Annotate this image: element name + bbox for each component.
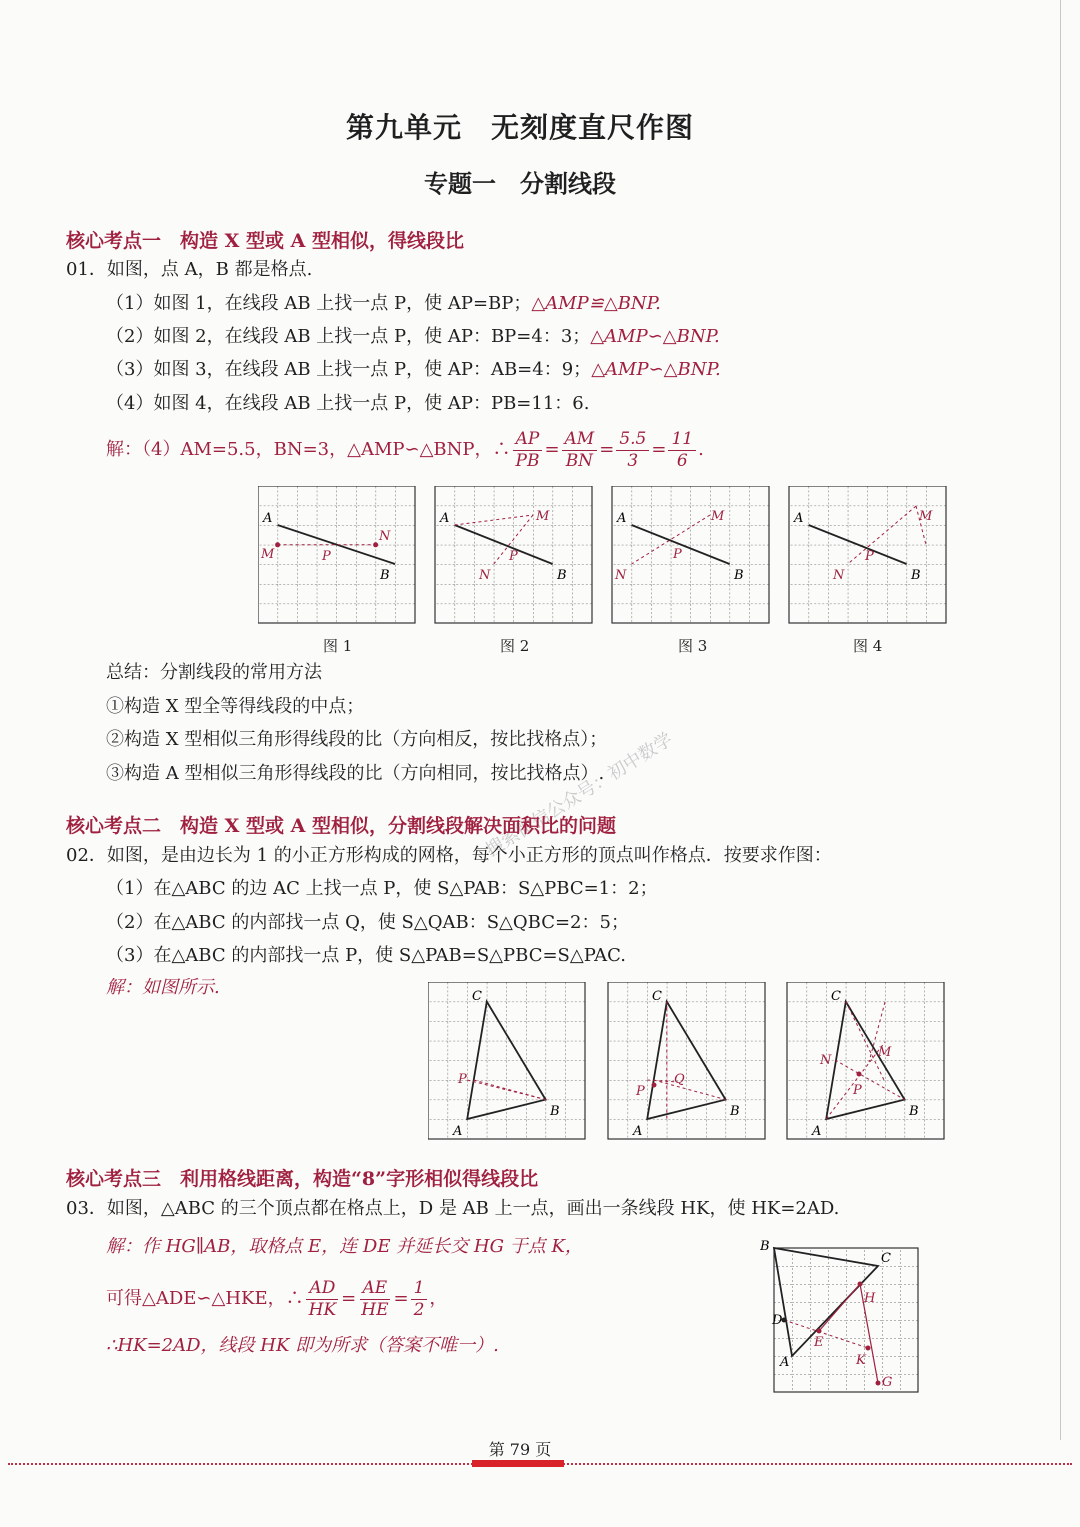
svg-text:C: C xyxy=(472,989,482,1004)
svg-text:A: A xyxy=(263,511,273,526)
svg-text:M: M xyxy=(878,1045,892,1060)
svg-text:A: A xyxy=(617,511,627,526)
svg-text:M: M xyxy=(261,547,275,562)
q3-figure xyxy=(760,1238,925,1398)
figure-1-caption: 图 1 xyxy=(323,637,353,655)
svg-text:P: P xyxy=(673,547,682,562)
svg-text:P: P xyxy=(458,1072,467,1087)
q1-part4: （4）如图 4，在线段 AB 上找一点 P，使 AP：PB=11：6. xyxy=(106,393,590,414)
summary-title: 总结：分割线段的常用方法 xyxy=(106,662,322,683)
svg-text:K: K xyxy=(856,1353,866,1368)
section-heading-1: 核心考点一 构造 X 型或 A 型相似，得线段比 xyxy=(66,230,464,252)
q2-figure-2 xyxy=(608,982,765,1139)
svg-text:P: P xyxy=(322,549,331,564)
footer-bar xyxy=(472,1460,564,1467)
svg-text:M: M xyxy=(536,509,550,524)
q2-figure-1 xyxy=(428,982,585,1139)
svg-text:M: M xyxy=(919,509,933,524)
svg-text:B: B xyxy=(380,568,390,583)
figure-3-caption: 图 3 xyxy=(678,637,708,655)
q2-part3: （3）在△ABC 的内部找一点 P，使 S△PAB=S△PBC=S△PAC. xyxy=(106,945,627,966)
svg-text:A: A xyxy=(453,1124,463,1139)
section-heading-2: 核心考点二 构造 X 型或 A 型相似，分割线段解决面积比的问题 xyxy=(66,815,616,837)
q3-solution-line3: ∴HK=2AD，线段 HK 即为所求（答案不唯一）. xyxy=(106,1335,499,1356)
page-number: 第 79 页 xyxy=(488,1440,552,1459)
q2-part2: （2）在△ABC 的内部找一点 Q，使 S△QAB：S△QBC=2：5； xyxy=(106,912,629,933)
svg-text:N: N xyxy=(615,568,627,583)
q2-figures xyxy=(428,982,948,1142)
svg-text:C: C xyxy=(881,1251,891,1266)
q1-intro: 01．如图，点 A，B 都是格点. xyxy=(66,259,313,280)
svg-text:N: N xyxy=(479,568,491,583)
q1-part2: （2）如图 2，在线段 AB 上找一点 P，使 AP：BP=4：3；△AMP∽△BNP. xyxy=(106,326,720,347)
q3-solution-line2: 可得△ADE∽△HKE，∴ $\frac{AD}{HK}$ = $\frac{AE}{HE}$ = $\frac{1}{2}$ ， xyxy=(106,1278,448,1320)
svg-text:P: P xyxy=(509,549,518,564)
svg-text:N: N xyxy=(820,1053,832,1068)
figure-3 xyxy=(612,486,769,623)
figure-1 xyxy=(258,486,415,623)
figure-4 xyxy=(789,486,946,623)
watermark: 搜索微信公众号：初中数学 xyxy=(482,728,677,862)
q3-solution-line1: 解：作 HG∥AB，取格点 E，连 DE 并延长交 HG 于点 K， xyxy=(106,1236,583,1257)
svg-text:G: G xyxy=(882,1375,893,1390)
q1-part3: （3）如图 3，在线段 AB 上找一点 P，使 AP：AB=4：9；△AMP∽△BNP. xyxy=(106,359,721,380)
margin-rule xyxy=(1060,0,1061,1440)
svg-text:B: B xyxy=(730,1104,740,1119)
svg-text:B: B xyxy=(550,1104,560,1119)
summary-method-2: ②构造 X 型相似三角形得线段的比（方向相反，按比找格点）； xyxy=(106,729,608,750)
svg-text:N: N xyxy=(379,529,391,544)
svg-text:B: B xyxy=(911,568,921,583)
svg-text:A: A xyxy=(633,1124,643,1139)
section-heading-3: 核心考点三 利用格线距离，构造“8”字形相似得线段比 xyxy=(66,1168,539,1190)
svg-text:A: A xyxy=(440,511,450,526)
svg-text:M: M xyxy=(711,509,725,524)
svg-text:C: C xyxy=(652,989,662,1004)
svg-text:N: N xyxy=(833,568,845,583)
figure-2 xyxy=(435,486,592,623)
page-subtitle: 专题一 分割线段 xyxy=(424,169,616,198)
q2-part1: （1）在△ABC 的边 AC 上找一点 P，使 S△PAB：S△PBC=1：2； xyxy=(106,878,658,899)
svg-text:Q: Q xyxy=(674,1072,685,1087)
svg-text:B: B xyxy=(734,568,744,583)
svg-text:P: P xyxy=(865,549,874,564)
svg-text:B: B xyxy=(557,568,567,583)
svg-text:A: A xyxy=(780,1355,790,1370)
summary-method-3: ③构造 A 型相似三角形得线段的比（方向相同，按比找格点）. xyxy=(106,763,605,784)
svg-text:H: H xyxy=(864,1291,876,1306)
svg-text:C: C xyxy=(831,989,841,1004)
q3-intro: 03．如图，△ABC 的三个顶点都在格点上，D 是 AB 上一点，画出一条线段 HK，使 HK=2AD. xyxy=(66,1198,840,1219)
q2-solution: 解：如图所示. xyxy=(106,977,220,998)
svg-text:E: E xyxy=(814,1335,824,1350)
svg-text:P: P xyxy=(636,1084,645,1099)
svg-text:B: B xyxy=(909,1104,919,1119)
svg-text:A: A xyxy=(812,1124,822,1139)
q1-figures xyxy=(258,486,958,626)
svg-text:D: D xyxy=(772,1313,783,1328)
svg-text:P: P xyxy=(853,1083,862,1098)
page-title: 第九单元 无刻度直尺作图 xyxy=(345,111,694,144)
q1-part1: （1）如图 1，在线段 AB 上找一点 P，使 AP=BP；△AMP≌△BNP. xyxy=(106,293,661,314)
q2-figure-3 xyxy=(787,982,944,1139)
q1-solution: 解：（4）AM=5.5，BN=3，△AMP∽△BNP，∴ $\frac{AP}{PB}$ = $\frac{AM}{BN}$ = $\frac{5.5}{3}$ = $\frac{11}{6}$ . xyxy=(106,429,704,471)
summary-method-1: ①构造 X 型全等得线段的中点； xyxy=(106,696,365,717)
svg-text:A: A xyxy=(794,511,804,526)
figure-2-caption: 图 2 xyxy=(500,637,530,655)
svg-text:B: B xyxy=(760,1239,770,1254)
figure-4-caption: 图 4 xyxy=(853,637,883,655)
q2-intro: 02．如图，是由边长为 1 的小正方形构成的网格，每个小正方形的顶点叫作格点．按要求作图： xyxy=(66,845,832,866)
